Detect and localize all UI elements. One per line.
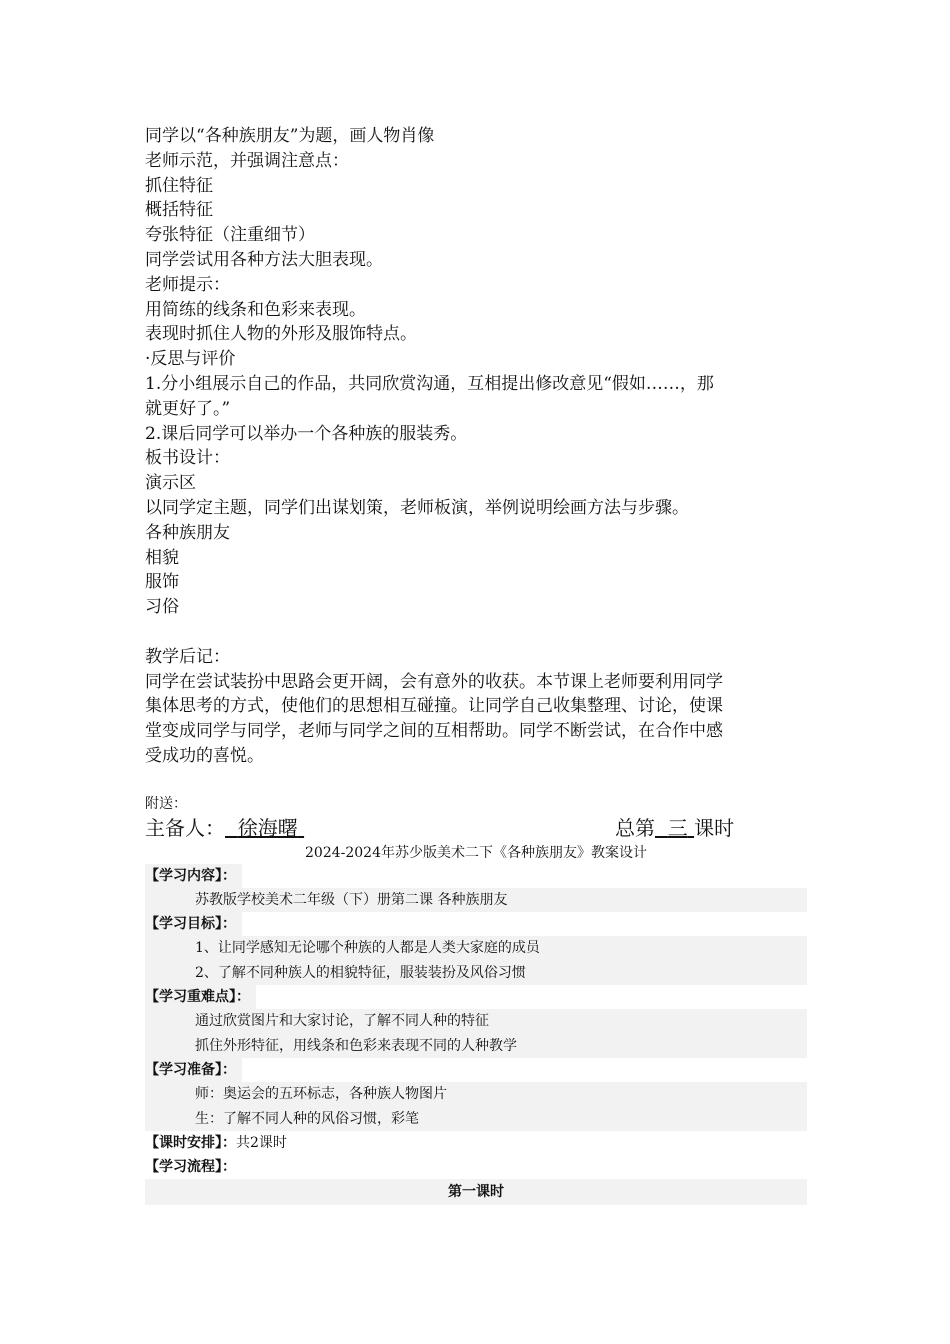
text-line: 同学尝试用各种方法大胆表现。 [145,249,383,270]
text-line: 2.课后同学可以举办一个各种族的服装秀。 [145,423,468,444]
text-line: 概括特征 [145,200,213,221]
attachment-label: 附送： [145,795,187,812]
text-line: 夸张特征（注重细节） [145,225,315,246]
text-line: 1、让同学感知无论哪个种族的人都是人类大家庭的成员 [195,940,540,957]
section-title-board: 板书设计： [145,448,230,469]
document-page [145,124,807,1205]
text-line: 2、了解不同种族人的相貌特征，服装装扮及风俗习惯 [195,964,526,981]
teaching-postscript [145,645,807,769]
section-title-reflection: ·反思与评价 [145,349,236,370]
text-line: 服饰 [145,572,179,593]
total-value: 三 [667,815,688,840]
schedule-value: 共2课时 [236,1135,287,1152]
first-lesson-title: 第一课时 [448,1184,504,1201]
text-line: 用简练的线条和色彩来表现。 [145,299,366,320]
document-title: 2024-2024年苏少版美术二下《各种族朋友》教案设计 [305,844,647,861]
postscript-heading: 教学后记： [145,646,230,667]
section-preparation-heading: 【学习准备】： [145,1058,807,1082]
section-difficulties-heading: 【学习重难点】： [145,985,807,1009]
text-line: 老师提示： [145,274,230,295]
text-line: 习俗 [145,597,179,618]
section-schedule-heading: 【课时安排】：共2课时 [145,1135,287,1152]
text-line: 就更好了。” [145,398,231,419]
text-line: 堂变成同学与同学，老师与同学之间的互相帮助。同学不断尝试，在合作中感 [145,721,723,742]
preparer [145,814,304,842]
text-line: 受成功的喜悦。 [145,745,264,766]
text-line: 抓住特征 [145,175,213,196]
text-line: 老师示范，并强调注意点： [145,150,349,171]
text-line: 相貌 [145,547,179,568]
preparer-name: 徐海曙 [237,815,298,840]
text-line: 通过欣赏图片和大家讨论，了解不同人种的特征 [195,1013,489,1030]
section-content-heading: 【学习内容】： [145,864,807,888]
text-line: 以同学定主题，同学们出谋划策，老师板演，举例说明绘画方法与步骤。 [145,497,689,518]
text-line: 同学在尝试装扮中思路会更开阔，会有意外的收获。本节课上老师要利用同学 [145,671,723,692]
lesson-label: 课时 [694,815,735,840]
preparer-label: 主备人： [145,815,225,840]
lesson-header [145,814,807,842]
total-label: 总第 [615,815,655,840]
text-line: 抓住外形特征，用线条和色彩来表现不同的人种教学 [195,1037,517,1054]
text-line: 苏教版学校美术二年级（下）册第二课 各种族朋友 [195,891,508,908]
text-line: 各种族朋友 [145,522,230,543]
text-line: 同学以“各种族朋友”为题，画人物肖像 [145,126,435,146]
text-line: 演示区 [145,473,196,494]
text-line: 生：了解不同人种的风俗习惯，彩笔 [195,1110,419,1127]
total-lesson [615,814,734,842]
text-line: 集体思考的方式，使他们的思想相互碰撞。让同学自己收集整理、讨论，使课 [145,696,723,717]
section-process-heading: 【学习流程】： [145,1159,236,1176]
text-line: 1.分小组展示自己的作品，共同欣赏沟通，互相提出修改意见“假如……，那 [145,373,714,394]
section-goals-heading: 【学习目标】： [145,912,807,936]
text-line: 表现时抓住人物的外形及服饰特点。 [145,324,417,345]
body-text [145,124,807,620]
text-line: 师：奥运会的五环标志，各种族人物图片 [195,1086,447,1103]
